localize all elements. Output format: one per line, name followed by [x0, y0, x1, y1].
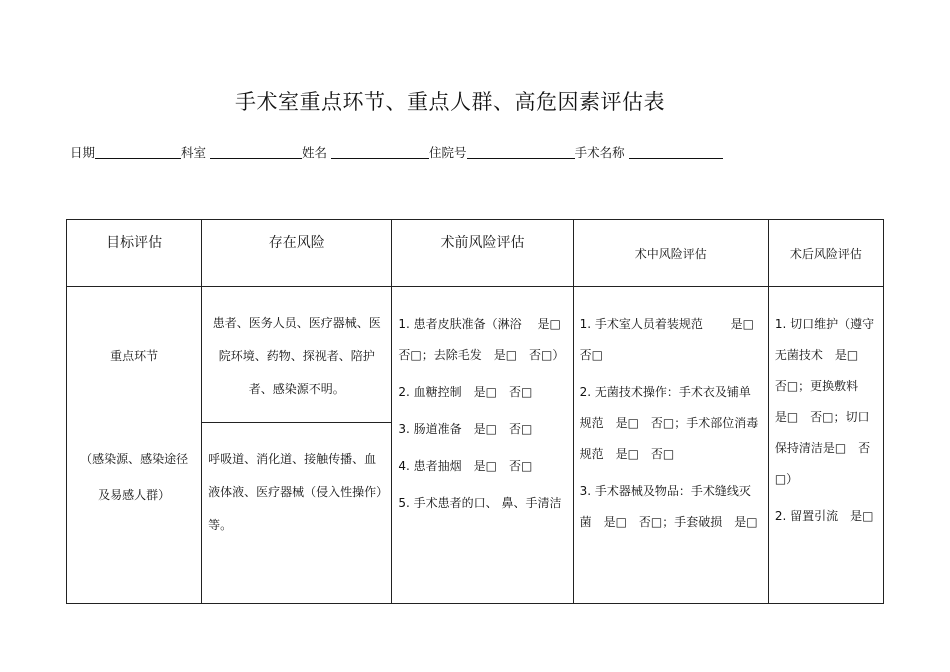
risk-cell — [202, 287, 392, 604]
target-sub1: （感染源、感染途径 — [80, 452, 189, 466]
surgery-label: 手术名称 — [574, 145, 625, 160]
dept-field[interactable] — [210, 146, 302, 159]
date-field[interactable] — [95, 146, 181, 159]
admission-field[interactable] — [467, 146, 575, 159]
header-risk: 存在风险 — [202, 220, 392, 287]
preop-item: 3. 肠道准备 是□ 否□ — [398, 422, 533, 436]
preop-item: 2. 血糖控制 是□ 否□ — [398, 385, 533, 399]
risk-routes: 呼吸道、消化道、接触传播、血液体液、医疗器械（侵入性操作）等。 — [208, 452, 383, 532]
assessment-table — [66, 219, 884, 604]
intraop-item: 1. 手术室人员着装规范 是□ 否□ — [579, 317, 767, 362]
target-main: 重点环节 — [110, 349, 159, 363]
surgery-field[interactable] — [629, 146, 723, 159]
header-fields — [70, 143, 723, 161]
header-intraop: 术中风险评估 — [573, 220, 768, 287]
postop-item: 1. 切口维护（遵守无菌技术 是□ 否□；更换敷料 是□ 否□；切口保持清洁是□ 否□） — [774, 317, 875, 486]
postop-item: 2. 留置引流 是□ — [774, 509, 874, 523]
name-field[interactable] — [331, 146, 429, 159]
intraop-cell — [573, 287, 768, 604]
table-row — [67, 287, 884, 604]
preop-item: 4. 患者抽烟 是□ 否□ — [398, 459, 533, 473]
target-sub2: 及易感人群） — [98, 488, 171, 502]
postop-cell — [768, 287, 883, 604]
table-header-row — [67, 220, 884, 287]
dept-label: 科室 — [181, 145, 207, 160]
preop-item: 1. 患者皮肤准备（淋浴 是□ 否□；去除毛发 是□ 否□） — [398, 317, 573, 362]
risk-sources: 患者、医务人员、医疗器械、医院环境、药物、探视者、陪护者、感染源不明。 — [202, 287, 391, 423]
date-label: 日期 — [70, 145, 96, 160]
header-postop: 术后风险评估 — [768, 220, 883, 287]
target-cell — [67, 287, 202, 604]
admission-label: 住院号 — [429, 145, 467, 160]
intraop-item: 3. 手术器械及物品：手术缝线灭菌 是□ 否□；手套破损 是□ — [579, 484, 758, 529]
intraop-item: 2. 无菌技术操作：手术衣及铺单规范 是□ 否□；手术部位消毒规范 是□ 否□ — [579, 385, 759, 461]
name-label: 姓名 — [302, 145, 328, 160]
preop-cell — [392, 287, 573, 604]
header-target: 目标评估 — [67, 220, 202, 287]
preop-item: 5. 手术患者的口、 鼻、手清洁 — [398, 496, 562, 510]
page-title: 手术室重点环节、重点人群、高危因素评估表 — [235, 90, 665, 114]
header-preop: 术前风险评估 — [392, 220, 573, 287]
